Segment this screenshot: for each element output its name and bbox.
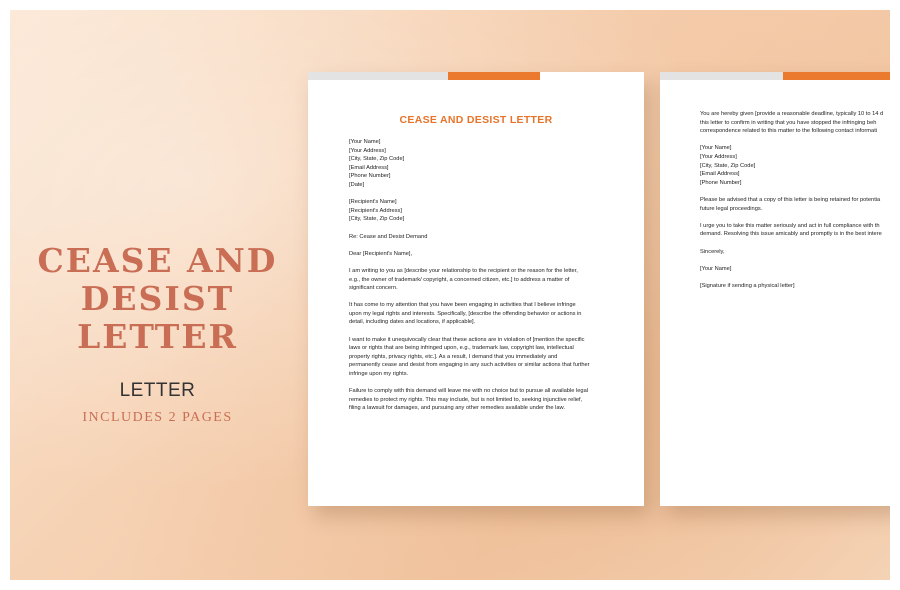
hero-block bbox=[10, 242, 305, 426]
page-top-bar-orange bbox=[783, 72, 890, 80]
sender-line: [Phone Number] bbox=[349, 173, 391, 180]
sender-line: [Date] bbox=[349, 181, 365, 188]
recipient-line: [Recipient's Name] bbox=[349, 199, 397, 206]
hero-title-line1: CEASE AND bbox=[37, 241, 278, 280]
paragraph-1-line: I am writing to you as [describe your relationship to the recipient or the reason for the letter, bbox=[349, 267, 578, 274]
paragraph-3-line: property rights, privacy rights, etc.]. As a result, I demand that you immediately and bbox=[349, 353, 558, 360]
paragraph-3-line: I want to make it unequivocally clear that these actions are in violation of [mention the specific bbox=[349, 336, 585, 343]
paragraph-2-line: upon my legal rights and interests. Specifically, [describe the offending behavior or actions in bbox=[349, 310, 582, 317]
page-top-bar-grey bbox=[660, 72, 783, 80]
sender-line: [Email Address] bbox=[349, 164, 389, 171]
document-page-1 bbox=[308, 72, 644, 506]
paragraph-3-line: I urge you to take this matter seriously and act in full compliance with th bbox=[700, 222, 880, 229]
sender-line: [Your Address] bbox=[349, 147, 386, 154]
signature-line: [Signature if sending a physical letter] bbox=[700, 282, 795, 289]
document-page-2 bbox=[660, 72, 890, 506]
contact-line: [Your Address] bbox=[700, 153, 737, 160]
salutation: Dear [Recipient's Name], bbox=[349, 250, 413, 257]
document-title: CEASE AND DESIST LETTER bbox=[399, 114, 553, 126]
paragraph-1-line: this letter to confirm in writing that you have stopped the infringing beh bbox=[700, 119, 877, 126]
recipient-line: [Recipient's Address] bbox=[349, 207, 402, 214]
page-top-bar-orange bbox=[448, 72, 540, 80]
page-top-bar-grey bbox=[308, 72, 448, 80]
paragraph-3-line: laws or rights that are being infringed upon, e.g., trademark law, copyright law, intellectual bbox=[349, 345, 574, 352]
paragraph-2-line: It has come to my attention that you have been engaging in activities that I believe infringe bbox=[349, 302, 576, 309]
paragraph-2-line: future legal proceedings. bbox=[700, 205, 763, 212]
paragraph-1-line: correspondence related to this matter to the following contact informati bbox=[700, 128, 878, 135]
contact-line: [Your Name] bbox=[700, 145, 732, 152]
background bbox=[10, 10, 890, 580]
closing-name: [Your Name] bbox=[700, 265, 732, 272]
paragraph-3-line: demand. Resolving this issue amicably and promptly is in the best intere bbox=[700, 231, 882, 238]
pages-note: INCLUDES 2 PAGES bbox=[82, 410, 233, 425]
contact-line: [Phone Number] bbox=[700, 179, 742, 186]
document-body bbox=[349, 138, 614, 413]
paragraph-1-line: e.g., the owner of trademark/ copyright, a concerned citizen, etc.] to address a matter of bbox=[349, 276, 570, 283]
paragraph-2-line: detail, including dates and locations, if applicable]. bbox=[349, 319, 476, 326]
paragraph-2-line: Please be advised that a copy of this letter is being retained for potentia bbox=[700, 196, 881, 203]
subject-line: Re: Cease and Desist Demand bbox=[349, 233, 428, 240]
contact-line: [Email Address] bbox=[700, 171, 740, 178]
closing: Sincerely, bbox=[700, 248, 725, 255]
paragraph-4-line: Failure to comply with this demand will leave me with no choice but to pursue all available legal bbox=[349, 388, 588, 395]
sender-line: [City, State, Zip Code] bbox=[349, 156, 405, 163]
paragraph-1-line: significant concern. bbox=[349, 285, 398, 292]
paragraph-4-line: remedies to protect my rights. This may include, but is not limited to, seeking injunctive relief, bbox=[349, 396, 583, 403]
hero-title-line2: DESIST LETTER bbox=[77, 279, 238, 356]
contact-line: [City, State, Zip Code] bbox=[700, 162, 756, 169]
recipient-line: [City, State, Zip Code] bbox=[349, 216, 405, 223]
hero-subtitle: LETTER bbox=[119, 380, 196, 401]
sender-line: [Your Name] bbox=[349, 139, 381, 145]
document-body bbox=[700, 110, 890, 290]
paragraph-1-line: You are hereby given [provide a reasonable deadline, typically 10 to 14 d bbox=[700, 111, 884, 117]
hero-title bbox=[10, 242, 305, 356]
paragraph-3-line: permanently cease and desist from engaging in any such activities or similar actions that further bbox=[349, 362, 590, 369]
paragraph-3-line: infringe upon my rights. bbox=[349, 371, 409, 378]
paragraph-4-line: filing a lawsuit for damages, and pursuing any other remedies available under the law. bbox=[349, 405, 565, 412]
